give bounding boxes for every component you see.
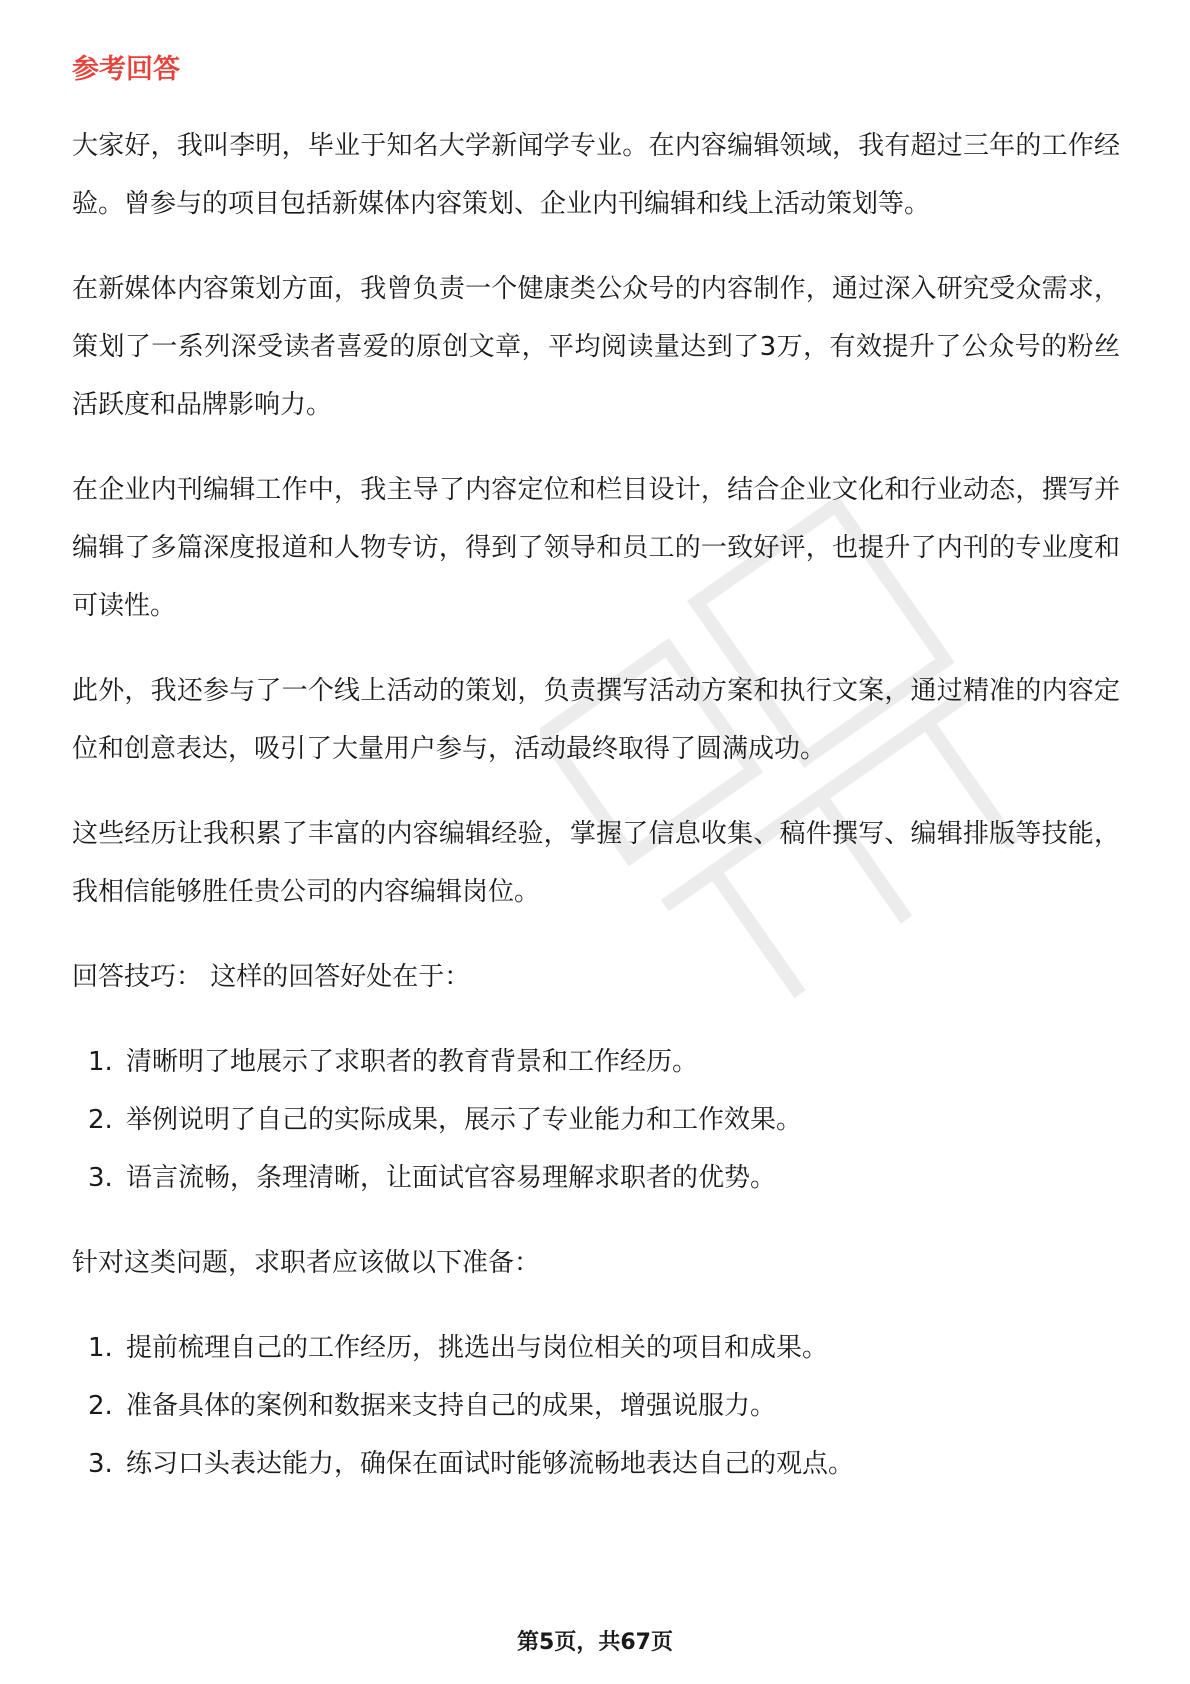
tips-intro: 回答技巧： 这样的回答好处在于： <box>72 962 471 992</box>
list-item-text: 提前梳理自己的工作经历，挑选出与岗位相关的项目和成果。 <box>126 1333 829 1363</box>
section-heading: 参考回答 <box>72 54 180 85</box>
list-item <box>88 1319 1120 1377</box>
prep-list <box>72 1319 1120 1493</box>
list-item-text: 举例说明了自己的实际成果，展示了专业能力和工作效果。 <box>126 1105 803 1135</box>
answer-paragraph: 大家好，我叫李明，毕业于知名大学新闻学专业。在内容编辑领域，我有超过三年的工作经验。曾参与的项目包括新媒体内容策划、企业内刊编辑和线上活动策划等。 <box>72 131 1120 219</box>
list-item-number: 2. <box>88 1391 113 1421</box>
answer-paragraph: 在新媒体内容策划方面，我曾负责一个健康类公众号的内容制作，通过深入研究受众需求，策划了一系列深受读者喜爱的原创文章，平均阅读量达到了3万，有效提升了公众号的粉丝活跃度和品牌影响力。 <box>72 274 1120 420</box>
page-number-footer: 第5页，共67页 <box>517 1630 673 1655</box>
list-item-number: 2. <box>88 1105 113 1135</box>
list-item <box>88 1149 1120 1207</box>
prep-intro: 针对这类问题，求职者应该做以下准备： <box>72 1248 541 1278</box>
answer-paragraph: 在企业内刊编辑工作中，我主导了内容定位和栏目设计，结合企业文化和行业动态，撰写并编辑了多篇深度报道和人物专访，得到了领导和员工的一致好评，也提升了内刊的专业度和可读性。 <box>72 475 1120 621</box>
list-item <box>88 1435 1120 1493</box>
list-item <box>88 1091 1120 1149</box>
list-item-number: 1. <box>88 1333 113 1363</box>
tips-list <box>72 1033 1120 1207</box>
list-item-text: 语言流畅，条理清晰，让面试官容易理解求职者的优势。 <box>126 1163 777 1193</box>
answer-paragraph: 这些经历让我积累了丰富的内容编辑经验，掌握了信息收集、稿件撰写、编辑排版等技能，我相信能够胜任贵公司的内容编辑岗位。 <box>72 819 1120 907</box>
list-item-number: 3. <box>88 1449 113 1479</box>
list-item-text: 准备具体的案例和数据来支持自己的成果，增强说服力。 <box>126 1391 777 1421</box>
list-item-number: 1. <box>88 1047 113 1077</box>
list-item <box>88 1033 1120 1091</box>
list-item-text: 练习口头表达能力，确保在面试时能够流畅地表达自己的观点。 <box>126 1449 855 1479</box>
answer-paragraph: 此外，我还参与了一个线上活动的策划，负责撰写活动方案和执行文案，通过精准的内容定位和创意表达，吸引了大量用户参与，活动最终取得了圆满成功。 <box>72 676 1120 764</box>
document-body <box>72 117 1120 1520</box>
list-item-text: 清晰明了地展示了求职者的教育背景和工作经历。 <box>126 1047 699 1077</box>
list-item-number: 3. <box>88 1163 113 1193</box>
list-item <box>88 1377 1120 1435</box>
